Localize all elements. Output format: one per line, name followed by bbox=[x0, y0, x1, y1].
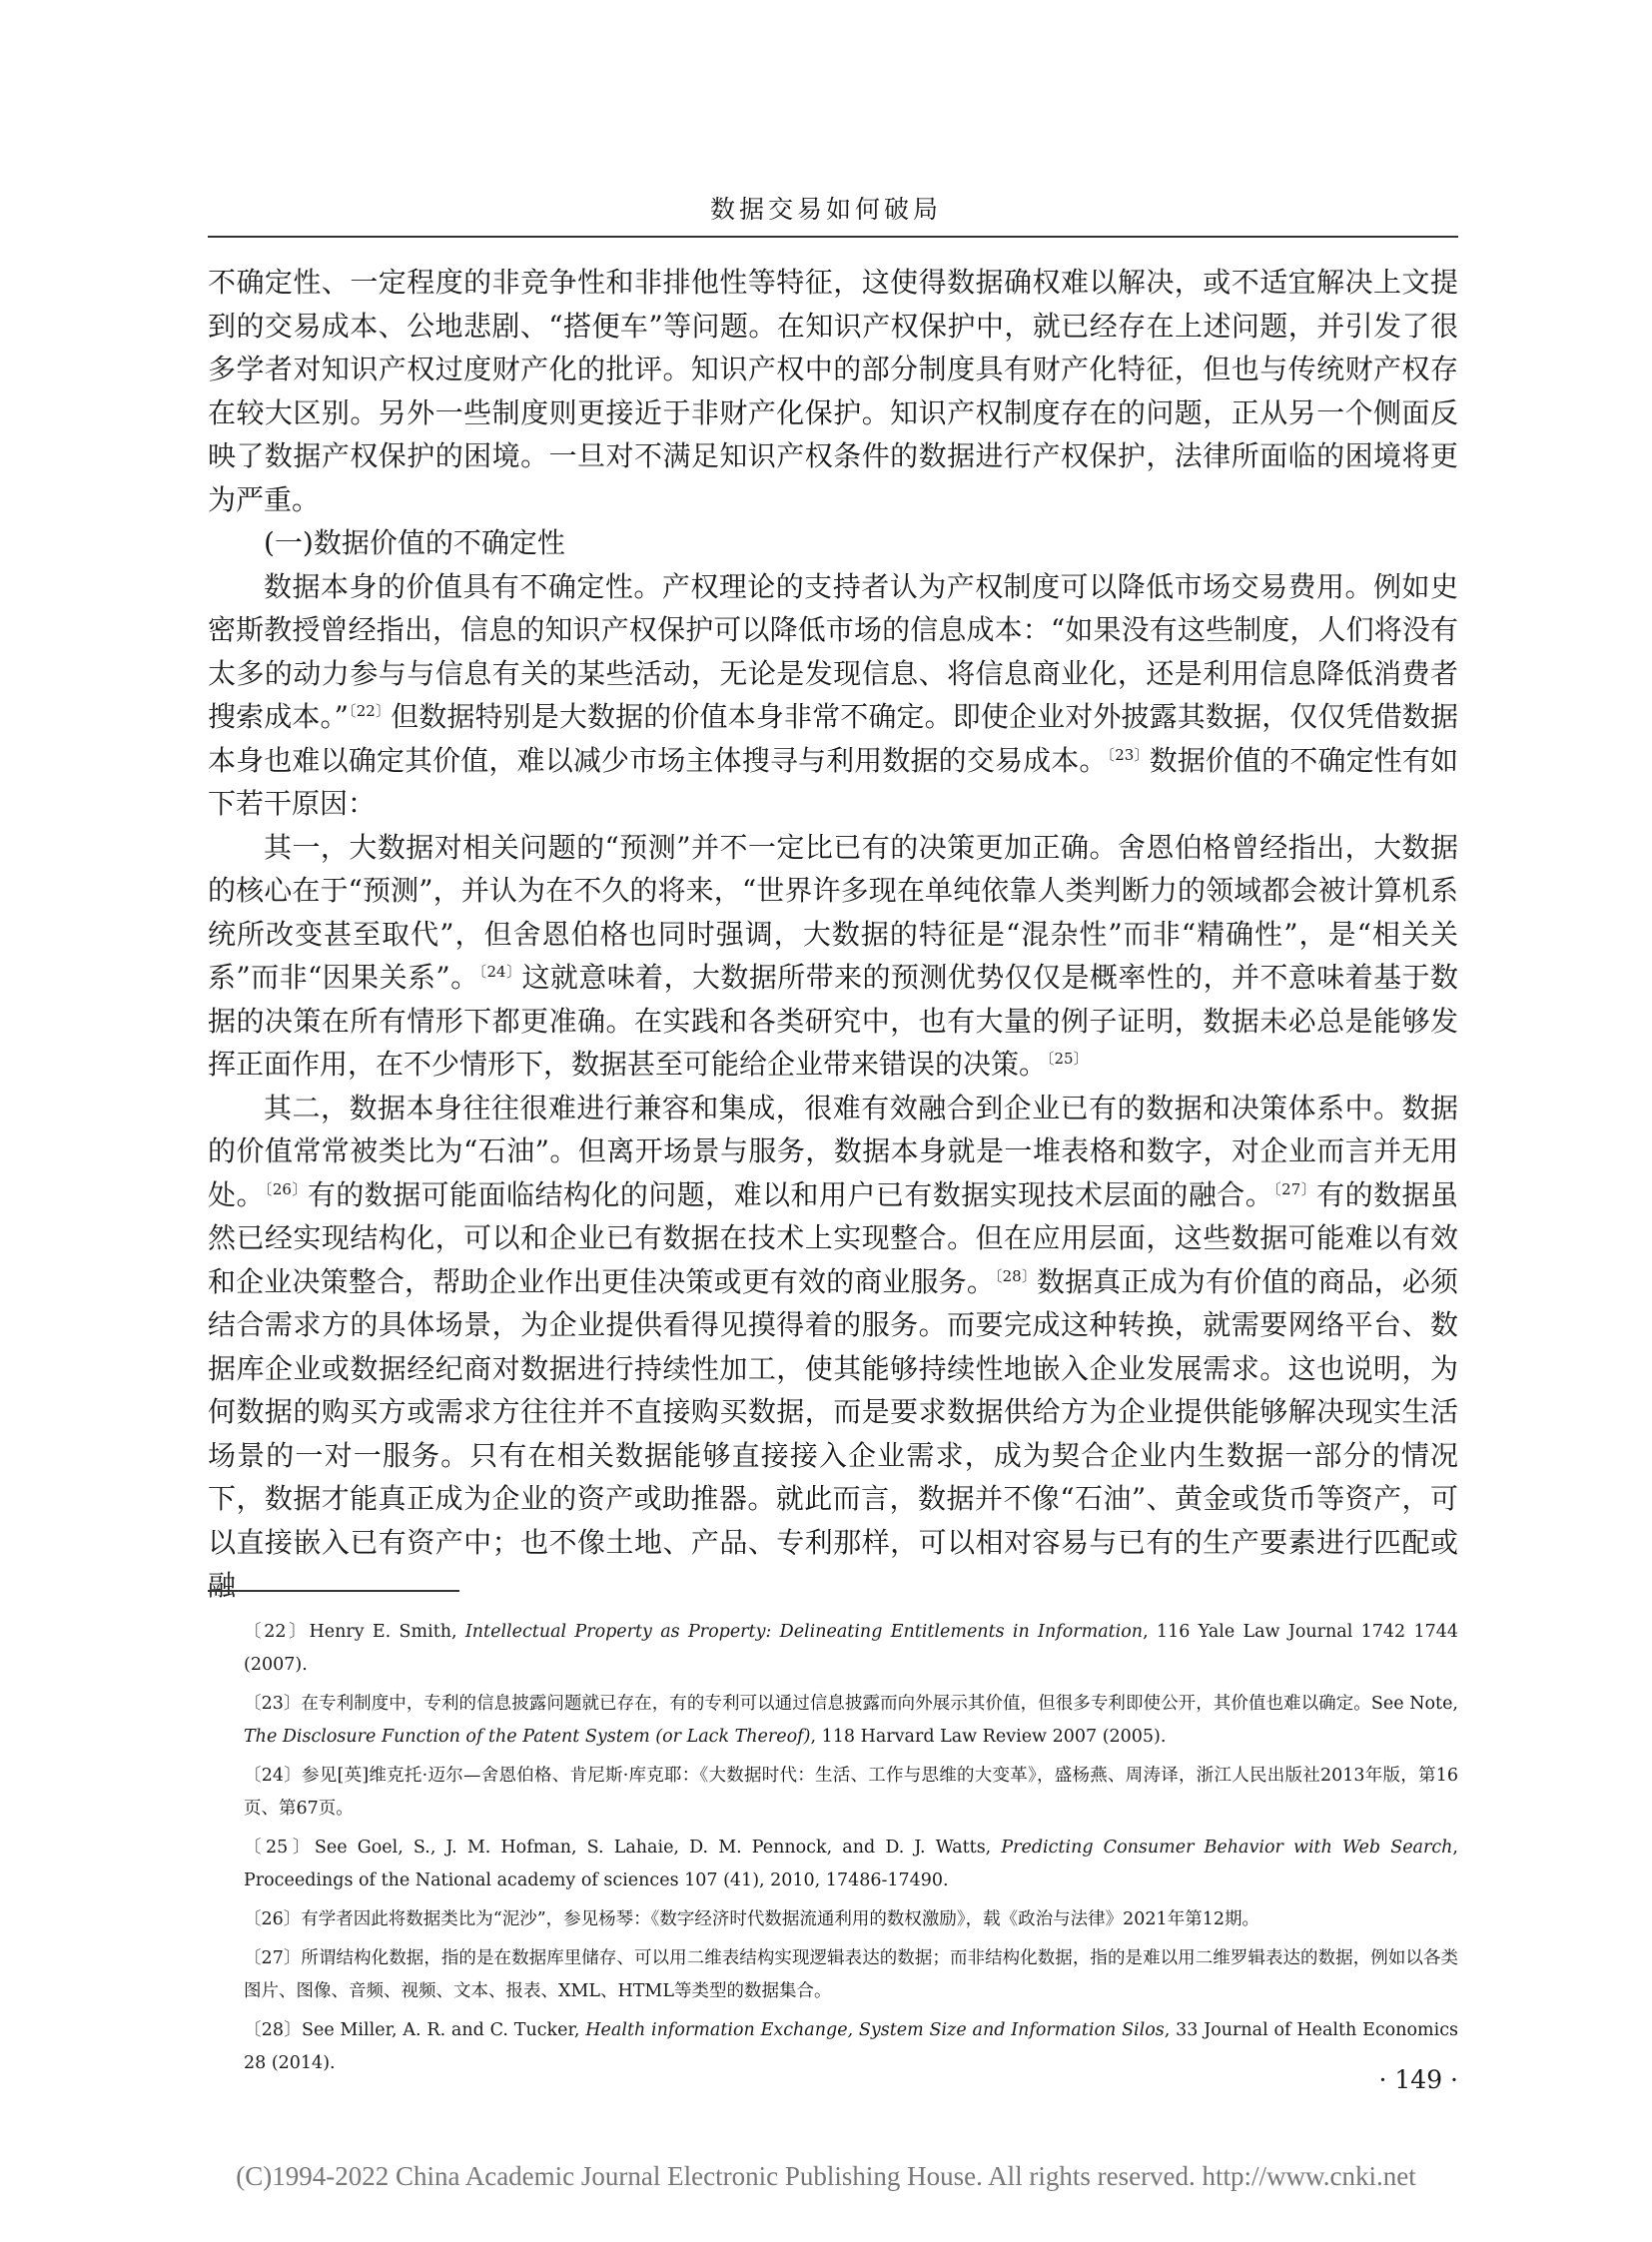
footnote-23 bbox=[244, 1688, 1458, 1754]
footnote-work-title: Intellectual Property as Property: Delineating Entitlements in Information bbox=[464, 1622, 1144, 1642]
copyright-notice: (C)1994-2022 China Academic Journal Electronic Publishing House. All rights reserved. http://www.cnki.net bbox=[236, 2161, 1416, 2191]
paragraph-text: 有的数据可能面临结构化的问题，难以和用户已有数据实现技术层面的融合。 bbox=[307, 1177, 1274, 1211]
footnote-27: 〔27〕所谓结构化数据，指的是在数据库里储存、可以用二维表结构实现逻辑表达的数据；而非结构化数据，指的是难以用二维罗辑表达的数据，例如以各类图片、图像、音频、视频、文本、报表、XML、HTML等类型的数据集合。 bbox=[244, 1948, 1458, 2001]
footnote-text: 〔28〕See Miller, A. R. and C. Tucker, bbox=[244, 2020, 586, 2040]
footnote-ref-27[interactable]: 〔27〕 bbox=[1273, 1179, 1317, 1198]
footnotes bbox=[244, 1616, 1458, 2086]
footnote-text: , 116 Yale Law Journal 1742 1744 (2007). bbox=[244, 1622, 1458, 1675]
footnote-25 bbox=[244, 1832, 1458, 1897]
footnote-ref-28[interactable]: 〔28〕 bbox=[994, 1266, 1037, 1285]
footnote-ref-22[interactable]: 〔22〕 bbox=[348, 702, 392, 720]
footnote-26: 〔26〕有学者因此将数据类比为“泥沙”，参见杨琴：《数字经济时代数据流通利用的数权激励》，载《政治与法律》2021年第12期。 bbox=[244, 1909, 1259, 1929]
paragraph-text: 其一，大数据对相关问题的“预测”并不一定比已有的决策更加正确。舍恩伯格曾经指出，大数据的核心在于“预测”，并认为在不久的将来，“世界许多现在单纯依靠人类判断力的领域都会被计算机系统所改变甚至取代”，但舍恩伯格也同时强调，大数据的特征是“混杂性”而非“精确性”，是“相关关系”而非“因果关系”。 bbox=[208, 830, 1458, 994]
paragraph-text: 数据价值的不确定性有如下若干原因： bbox=[208, 743, 1458, 820]
section-heading: (一)数据价值的不确定性 bbox=[264, 526, 565, 559]
paragraph-text: 数据真正成为有价值的商品，必须结合需求方的具体场景，为企业提供看得见摸得着的服务。而要完成这种转换，就需要网络平台、数据库企业或数据经纪商对数据进行持续性加工，使其能够持续性地嵌入企业发展需求。这也说明，为何数据的购买方或需求方往往并不直接购买数据，而是要求数据供给方为企业提供能够解决现实生活场景的一对一服务。只有在相关数据能够直接接入企业需求，成为契合企业内生数据一部分的情况下，数据才能真正成为企业的资产或助推器。就此而言，数据并不像“石油”、黄金或货币等资产，可以直接嵌入已有资产中；也不像土地、产品、专利那样，可以相对容易与已有的生产要素进行匹配或融 bbox=[208, 1264, 1458, 1602]
page-number: · 149 · bbox=[1378, 2065, 1458, 2094]
footnote-text: 〔25〕See Goel, S., J. M. Hofman, S. Lahaie, D. M. Pennock, and D. J. Watts, bbox=[244, 1838, 1002, 1858]
footnote-text: , 33 Journal of Health Economics 28 (2014). bbox=[244, 2020, 1458, 2073]
footnote-ref-24[interactable]: 〔24〕 bbox=[478, 963, 522, 981]
paragraph-3 bbox=[208, 826, 1458, 1087]
paragraph-text: 但数据特别是大数据的价值本身非常不确定。即使企业对外披露其数据，仅仅凭借数据本身也难以确定其价值，难以减少市场主体搜寻与利用数据的交易成本。 bbox=[208, 700, 1458, 777]
running-header: 数据交易如何破局 bbox=[709, 195, 942, 224]
paragraph-text: 数据本身的价值具有不确定性。产权理论的支持者认为产权制度可以降低市场交易费用。例如史密斯教授曾经指出，信息的知识产权保护可以降低市场的信息成本：“如果没有这些制度，人们将没有太多的动力参与与信息有关的某些活动，无论是发现信息、将信息商业化，还是利用信息降低消费者搜索成本。” bbox=[208, 569, 1458, 733]
paragraph-1: 不确定性、一定程度的非竞争性和非排他性等特征，这使得数据确权难以解决，或不适宜解决上文提到的交易成本、公地悲剧、“搭便车”等问题。在知识产权保护中，就已经存在上述问题，并引发了很多学者对知识产权过度财产化的批评。知识产权中的部分制度具有财产化特征，但也与传统财产权存在较大区别。另外一些制度则更接近于非财产化保护。知识产权制度存在的问题，正从另一个侧面反映了数据产权保护的困境。一旦对不满足知识产权条件的数据进行产权保护，法律所面临的困境将更为严重。 bbox=[208, 266, 1458, 516]
paragraph-text: 其二，数据本身往往很难进行兼容和集成，很难有效融合到企业已有的数据和决策体系中。数据的价值常常被类比为“石油”。但离开场景与服务，数据本身就是一堆表格和数字，对企业而言并无用处。 bbox=[208, 1091, 1458, 1211]
header-rule bbox=[208, 236, 1458, 238]
footnote-work-title: Predicting Consumer Behavior with Web Search bbox=[1001, 1838, 1453, 1858]
footnote-22 bbox=[244, 1616, 1458, 1682]
footnote-ref-26[interactable]: 〔26〕 bbox=[264, 1179, 308, 1198]
footnote-24: 〔24〕参见[英]维克托·迈尔—舍恩伯格、肯尼斯·库克耶：《大数据时代：生活、工作与思维的大变革》，盛杨燕、周涛译，浙江人民出版社2013年版，第16页、第67页。 bbox=[244, 1766, 1458, 1819]
footnote-ref-25[interactable]: 〔25〕 bbox=[1047, 1050, 1089, 1068]
paragraph-2 bbox=[208, 565, 1458, 826]
footnote-ref-23[interactable]: 〔23〕 bbox=[1107, 745, 1150, 764]
body-text bbox=[208, 261, 1458, 1608]
footnote-text: , Proceedings of the National academy of sciences 107 (41), 2010, 17486-17490. bbox=[244, 1838, 1458, 1890]
footnote-text: 〔23〕在专利制度中，专利的信息披露问题就已存在，有的专利可以通过信息披露而向外展示其价值，但很多专利即使公开，其价值也难以确定。See Note, bbox=[244, 1694, 1458, 1714]
paragraph-text: 有的数据虽然已经实现结构化，可以和企业已有数据在技术上实现整合。但在应用层面，这些数据可能难以有效和企业决策整合，帮助企业作出更佳决策或更有效的商业服务。 bbox=[208, 1177, 1458, 1298]
footnote-28 bbox=[244, 2014, 1458, 2080]
footnote-text: 〔22〕Henry E. Smith, bbox=[244, 1622, 465, 1642]
footnote-work-title: Health information Exchange, System Size and Information Silos bbox=[585, 2020, 1165, 2040]
footnote-work-title: The Disclosure Function of the Patent System (or Lack Thereof) bbox=[244, 1727, 811, 1747]
paragraph-text: 这就意味着，大数据所带来的预测优势仅仅是概率性的，并不意味着基于数据的决策在所有情形下都更准确。在实践和各类研究中，也有大量的例子证明，数据未必总是能够发挥正面作用，在不少情形下，数据甚至可能给企业带来错误的决策。 bbox=[208, 961, 1458, 1081]
paragraph-4 bbox=[208, 1087, 1458, 1608]
footnote-rule bbox=[208, 1590, 459, 1592]
footnote-text: , 118 Harvard Law Review 2007 (2005). bbox=[810, 1727, 1167, 1747]
